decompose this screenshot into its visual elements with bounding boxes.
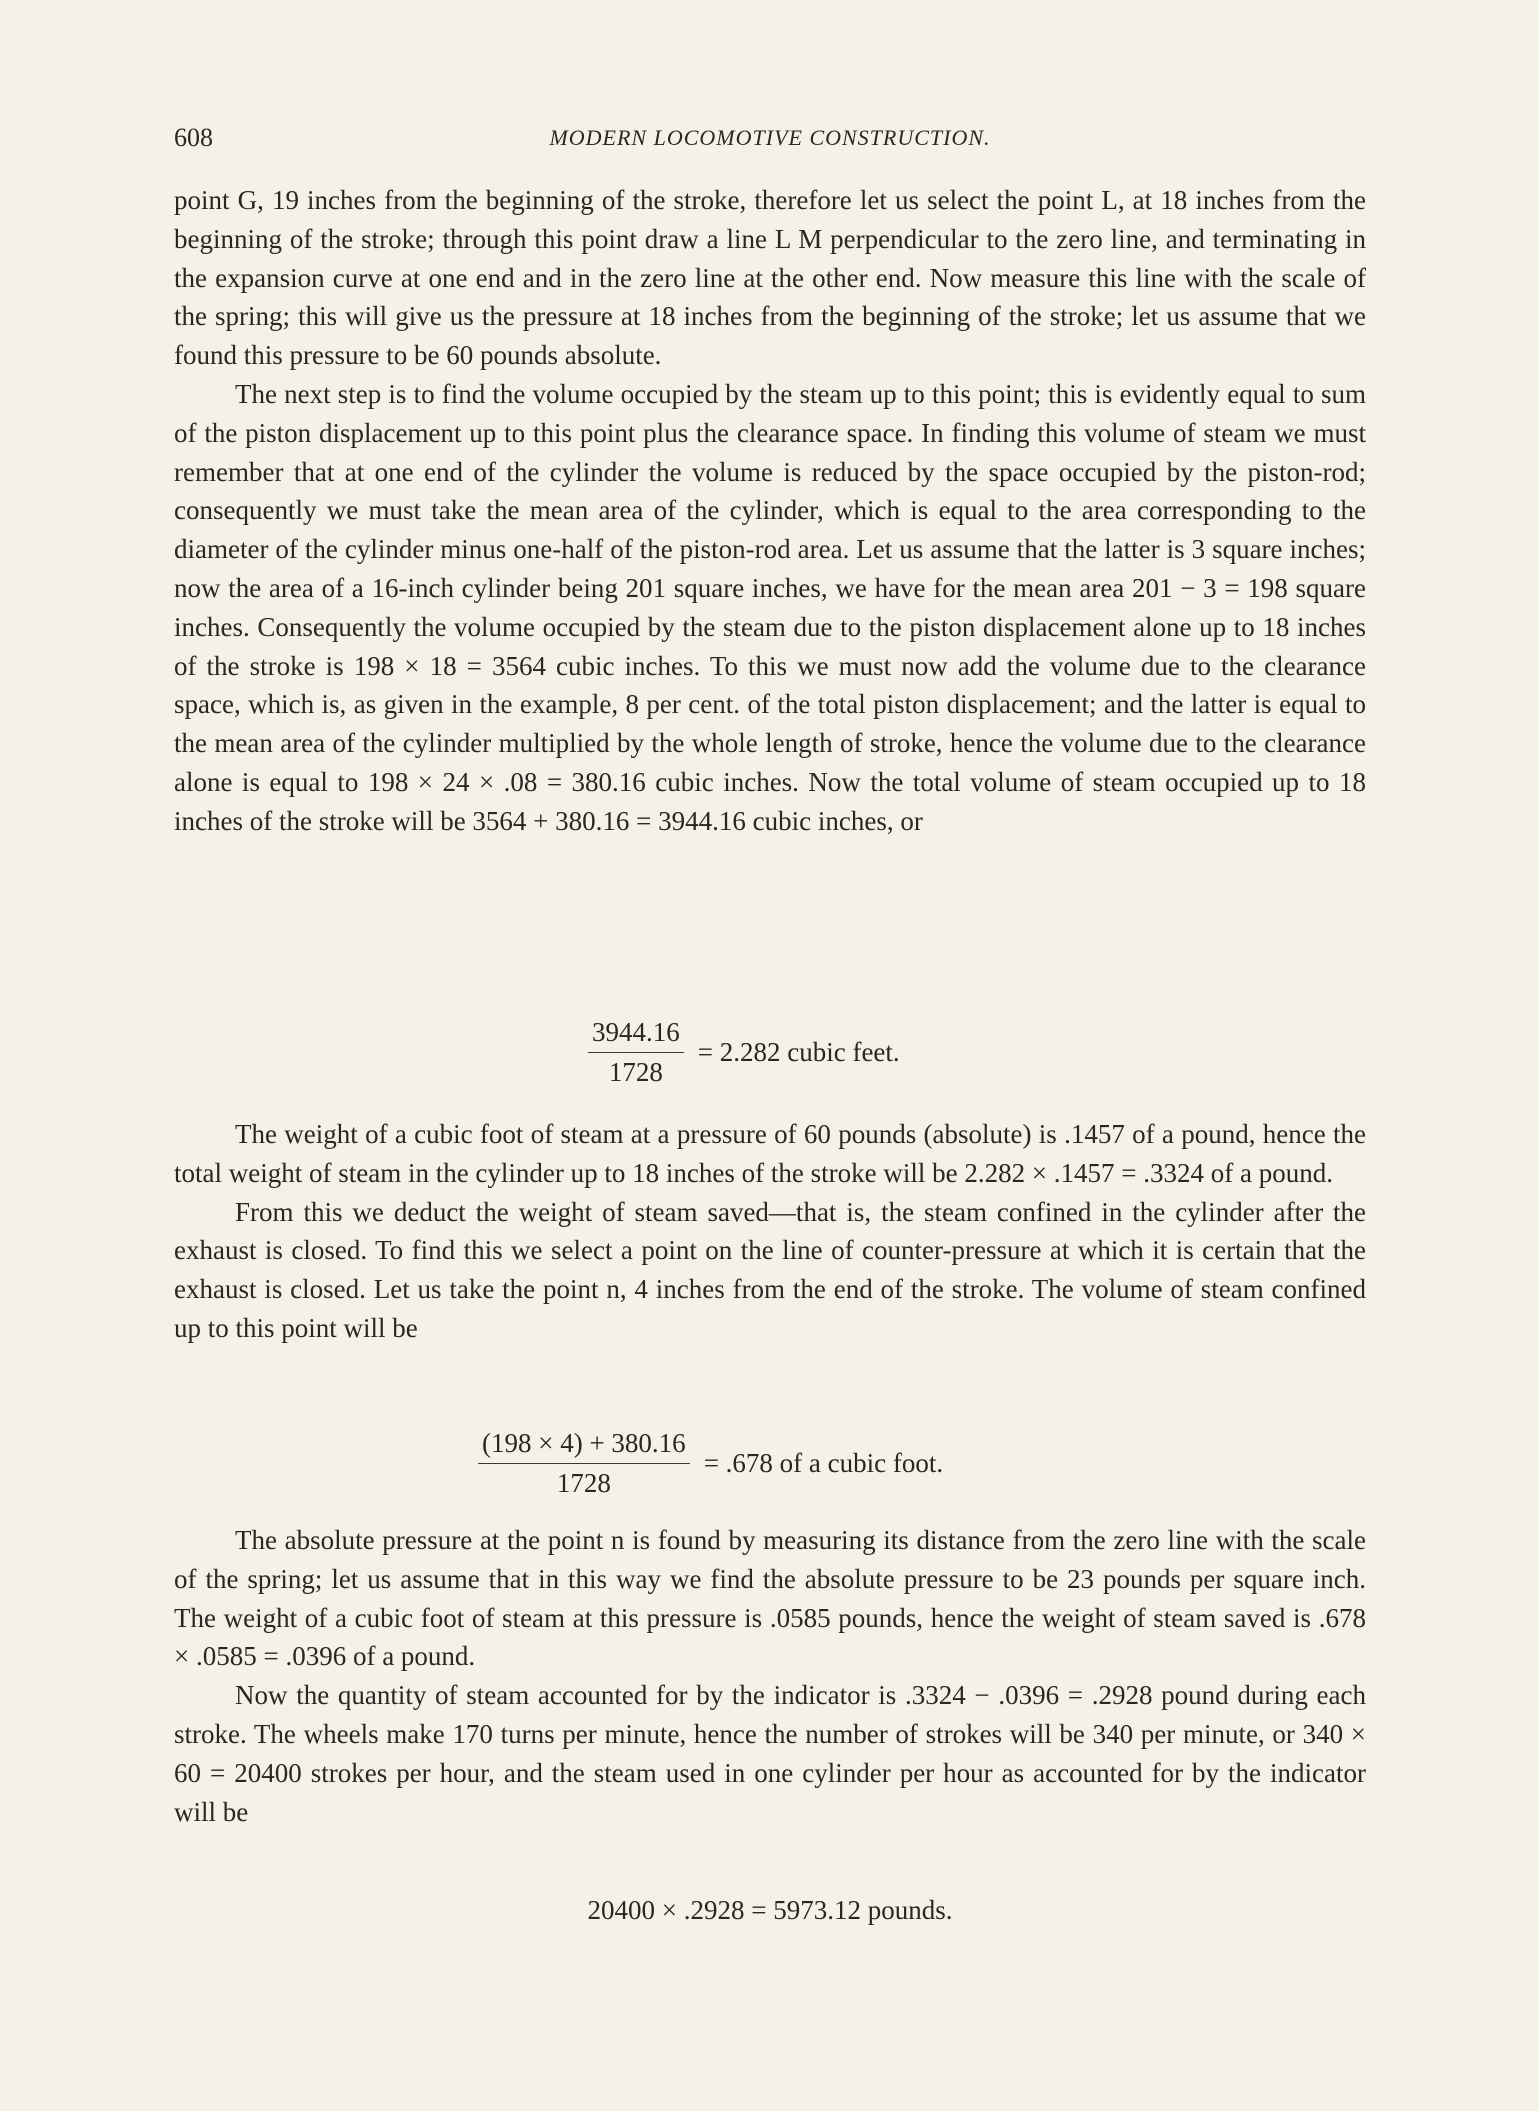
equation-2-result: = .678 of a cubic foot. bbox=[703, 1447, 944, 1478]
equation-1-denominator: 1728 bbox=[608, 1056, 663, 1087]
running-head: MODERN LOCOMOTIVE CONSTRUCTION. bbox=[549, 125, 991, 150]
paragraph-2: The next step is to find the volume occupied by the steam up to this point; this is evidently equal to sum of the piston displacement up to this point plus the clearance space. In finding this volume of steam we must remember that at one end of the cylinder the volume is reduced by the space occupied by the piston-rod; consequently we must take the mean area of the cylinder, which is equal to the area corresponding to the diameter of the cylinder minus one-half of the piston-rod area. Let us assume that the latter is 3 square inches; now the area of a 16-inch cylinder being 201 square inches, we have for the mean area 201 − 3 = 198 square inches. Consequently the volume occupied by the steam due to the piston displacement alone up to 18 inches of the stroke is 198 × 18 = 3564 cubic inches. To this we must now add the volume due to the clearance space, which is, as given in the example, 8 per cent. of the total piston displacement; and the latter is equal to the mean area of the cylinder multiplied by the whole length of stroke, hence the volume due to the clearance alone is equal to 198 × 24 × .08 = 380.16 cubic inches. Now the total volume of steam occupied up to 18 inches of the stroke will be 3564 + 380.16 = 3944.16 cubic inches, or bbox=[174, 378, 1366, 836]
paragraph-1: point G, 19 inches from the beginning of the stroke, therefore let us select the point L, at 18 inches from the beginning of the stroke; through this point draw a line L M perpendicular to the zero line, and terminating in the expansion curve at one end and in the zero line at the other end. Now measure this line with the scale of the spring; this will give us the pressure at 18 inches from the beginning of the stroke; let us assume that we found this pressure to be 60 pounds absolute. bbox=[174, 185, 1366, 371]
equation-3 bbox=[174, 1890, 1366, 1930]
body-text-section-1 bbox=[174, 181, 1366, 841]
equation-1-fraction bbox=[588, 1016, 684, 1087]
equation-2-denominator: 1728 bbox=[556, 1467, 611, 1498]
equation-1-result: = 2.282 cubic feet. bbox=[697, 1036, 900, 1067]
paragraph-4: From this we deduct the weight of steam saved—that is, the steam confined in the cylinder after the exhaust is closed. To find this we select a point on the line of counter-pressure at which it is certain that the exhaust is closed. Let us take the point n, 4 inches from the end of the stroke. The volume of steam confined up to this point will be bbox=[174, 1196, 1366, 1343]
page-header bbox=[174, 118, 1366, 158]
equation-2-fraction bbox=[478, 1427, 690, 1498]
body-text-section-3 bbox=[174, 1521, 1366, 1831]
equation-2 bbox=[478, 1425, 943, 1501]
paragraph-3: The weight of a cubic foot of steam at a pressure of 60 pounds (absolute) is .1457 of a pound, hence the total weight of steam in the cylinder up to 18 inches of the stroke will be 2.282 × .1457 = .3324 of a pound. bbox=[174, 1119, 1366, 1188]
equation-1 bbox=[588, 1016, 900, 1088]
paragraph-5: The absolute pressure at the point n is found by measuring its distance from the zero line with the scale of the spring; let us assume that in this way we find the absolute pressure to be 23 pounds per square inch. The weight of a cubic foot of steam at this pressure is .0585 pounds, hence the weight of steam saved is .678 × .0585 = .0396 of a pound. bbox=[174, 1525, 1366, 1672]
equation-3-text: 20400 × .2928 = 5973.12 pounds. bbox=[587, 1894, 953, 1925]
paragraph-6: Now the quantity of steam accounted for by the indicator is .3324 − .0396 = .2928 pound during each stroke. The wheels make 170 turns per minute, hence the number of strokes will be 340 per minute, or 340 × 60 = 20400 strokes per hour, and the steam used in one cylinder per hour as accounted for by the indicator will be bbox=[174, 1680, 1366, 1827]
body-text-section-2 bbox=[174, 1115, 1366, 1348]
equation-2-numerator: (198 × 4) + 380.16 bbox=[478, 1430, 690, 1464]
page-number: 608 bbox=[174, 123, 213, 152]
equation-1-numerator: 3944.16 bbox=[588, 1019, 684, 1053]
